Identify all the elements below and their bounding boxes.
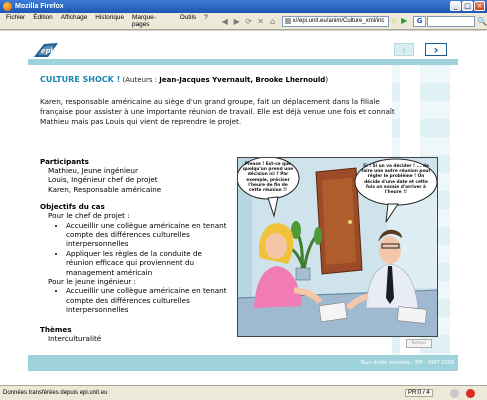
menu-outils[interactable]: Outils	[179, 14, 197, 21]
bookmark-star-icon[interactable]: ☆	[390, 17, 398, 25]
participant-item: Karen, Responsable américaine	[48, 184, 162, 194]
minimize-button[interactable]: _	[450, 1, 461, 11]
home-icon[interactable]: ⌂	[270, 16, 276, 26]
man-face	[379, 236, 401, 264]
participants-list	[40, 166, 235, 194]
door-handle	[348, 220, 352, 224]
objectives-list	[40, 211, 235, 314]
participant-item: Mathieu, Jeune ingénieur	[48, 166, 138, 175]
objectives-title: Objectifs du cas	[40, 202, 105, 212]
course-page	[28, 39, 458, 371]
navigation-toolbar	[0, 13, 487, 30]
objective-item: • Appliquer les règles de la conduite de réunion efficace qui proviennent du management américain	[66, 249, 235, 277]
address-bar[interactable]	[282, 16, 389, 27]
window-title: Mozilla Firefox	[15, 3, 64, 10]
participant-item: Louis, Ingénieur chef de projet	[48, 175, 158, 185]
themes-title: Thèmes	[40, 324, 72, 334]
pagerank-badge: PR:0 / 4	[405, 389, 433, 397]
search-icon[interactable]: 🔍	[477, 16, 487, 26]
status-bar	[0, 385, 487, 400]
objectives-junior-label: Pour le jeune ingénieur :	[48, 277, 136, 287]
search-input[interactable]	[427, 16, 475, 27]
menu-historique[interactable]: Historique	[95, 14, 125, 21]
menu-help[interactable]: ?	[204, 14, 208, 21]
authors-label: (Auteurs :	[122, 76, 160, 84]
window-titlebar	[0, 0, 487, 13]
maximize-button[interactable]: □	[462, 1, 473, 11]
menu-bar	[0, 14, 212, 28]
objectives-chef-label: Pour le chef de projet :	[48, 211, 130, 221]
objective-item: • Accueillir une collègue américaine en tenant compte des différences culturelles interpersonnelles	[66, 221, 235, 249]
authors-end: )	[325, 76, 329, 84]
reload-icon[interactable]: ⟳	[245, 16, 252, 26]
chevron-right-icon: ›	[433, 42, 439, 57]
browser-viewport	[0, 31, 487, 385]
menu-edition[interactable]: Édition	[33, 14, 53, 21]
stop-icon[interactable]: ✕	[257, 16, 264, 26]
page-footer	[28, 355, 458, 371]
address-text: x//epi.unit.eu/anim/Culture_xml/inc	[292, 18, 385, 24]
forward-icon[interactable]: ▶	[233, 16, 240, 26]
search-engine-icon[interactable]: G	[413, 16, 426, 27]
page-title: CULTURE SHOCK !	[40, 75, 121, 84]
comic-illustration	[237, 157, 438, 337]
status-addon-icon[interactable]	[450, 389, 459, 398]
epi-logo	[32, 41, 62, 59]
intro-paragraph: Karen, responsable américaine au siège d'un grand groupe, fait un déplacement dans la filiale française pour assister à une importante réunion de travail. Elle est déjà venue une fois et connaît Mathieu mais pas Louis qui vient de reprendre le projet.	[40, 97, 395, 126]
status-text: Données transférées depuis epi.unit.eu	[3, 390, 108, 396]
authors: Jean-Jacques Yvernault, Brooke Lhernould	[159, 76, 326, 84]
menu-marque-pages[interactable]: Marque-pages	[132, 14, 156, 28]
woman-face	[265, 233, 287, 259]
adblock-icon[interactable]	[466, 389, 475, 398]
intro-section	[40, 75, 440, 127]
details-column	[40, 157, 235, 343]
participants-title: Participants	[40, 157, 89, 166]
footer-copyright: Tous droits réservés - EPI - UNIT 2008	[360, 360, 454, 366]
speech-bubble-right: Si ! Si on va décider ! ... de faire une autre réunion pour régler le problème ! On décide d'une date et cette fois on essaie d'arriver à l'heure !!	[361, 164, 431, 196]
speech-bubble-left: Please ! Est-ce que quelqu'un prend une décision ici ? Par exemple, préciser l'heure de fin de cette réunion !!	[242, 162, 294, 194]
previous-button[interactable]	[394, 43, 414, 56]
chevron-left-icon: ‹	[401, 42, 407, 57]
close-button[interactable]: ×	[474, 1, 485, 11]
go-button[interactable]: ▶	[401, 16, 408, 25]
logo-text: epi	[41, 46, 54, 55]
site-favicon-icon	[285, 18, 291, 24]
back-icon[interactable]: ◀	[221, 16, 228, 26]
next-button[interactable]	[425, 43, 447, 56]
menu-fichier[interactable]: Fichier	[6, 14, 26, 21]
retour-button[interactable]: Retour	[406, 339, 432, 348]
themes-value: Interculturalité	[48, 333, 102, 343]
firefox-icon	[3, 2, 12, 11]
objective-item: • Accueillir une collègue américaine en tenant compte des différences culturelles interpersonnelles	[66, 286, 235, 314]
menu-affichage[interactable]: Affichage	[60, 14, 88, 21]
